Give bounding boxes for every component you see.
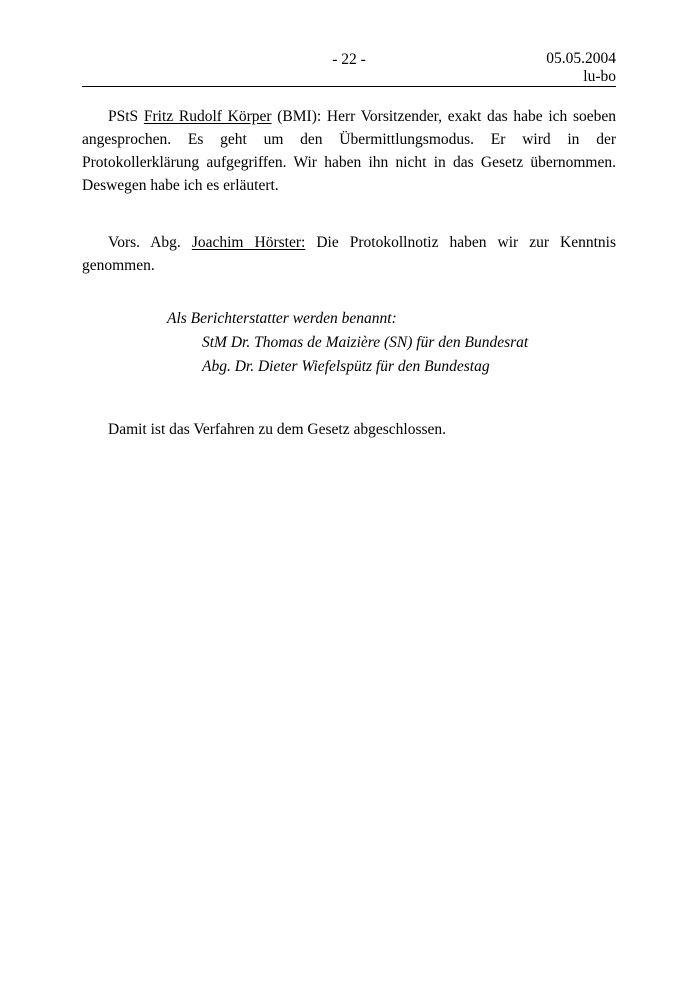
page-header	[82, 50, 616, 87]
speaker-title: Vors. Abg.	[108, 234, 181, 251]
rapporteur-name: StM Dr. Thomas de Maizière (SN) für den Bundesrat	[202, 334, 529, 351]
statement-text: (BMI): Herr Vorsitzender, exakt das habe ich soeben angesprochen. Es geht um den Übermittlungsmodus. Er wird in der Protokollerklärung aufgegriffen. Wir haben ihn nicht in das Gesetz übernommen. Deswegen habe ich es erläutert.	[82, 108, 617, 194]
speaker-name: Fritz Rudolf Körper	[143, 108, 272, 125]
statement-text: Die Protokollnotiz haben wir zur Kenntnis genommen.	[82, 234, 617, 274]
speaker-title: PStS	[108, 108, 139, 125]
closing-paragraph	[82, 418, 616, 441]
closing-text: Damit ist das Verfahren zu dem Gesetz abgeschlossen.	[108, 421, 447, 438]
speaker-name: Joachim Hörster:	[191, 234, 306, 251]
rapporteur-name: Abg. Dr. Dieter Wiefelspütz für den Bundestag	[202, 358, 490, 375]
header-meta	[546, 50, 616, 86]
page-number: - 22 -	[332, 51, 366, 68]
statement-paragraph	[82, 231, 616, 277]
header-code: lu-bo	[583, 68, 616, 85]
header-date: 05.05.2004	[546, 50, 616, 67]
rapporteurs-block	[167, 307, 528, 379]
rapporteurs-intro: Als Berichterstatter werden benannt:	[167, 310, 397, 327]
statement-paragraph	[82, 105, 616, 197]
